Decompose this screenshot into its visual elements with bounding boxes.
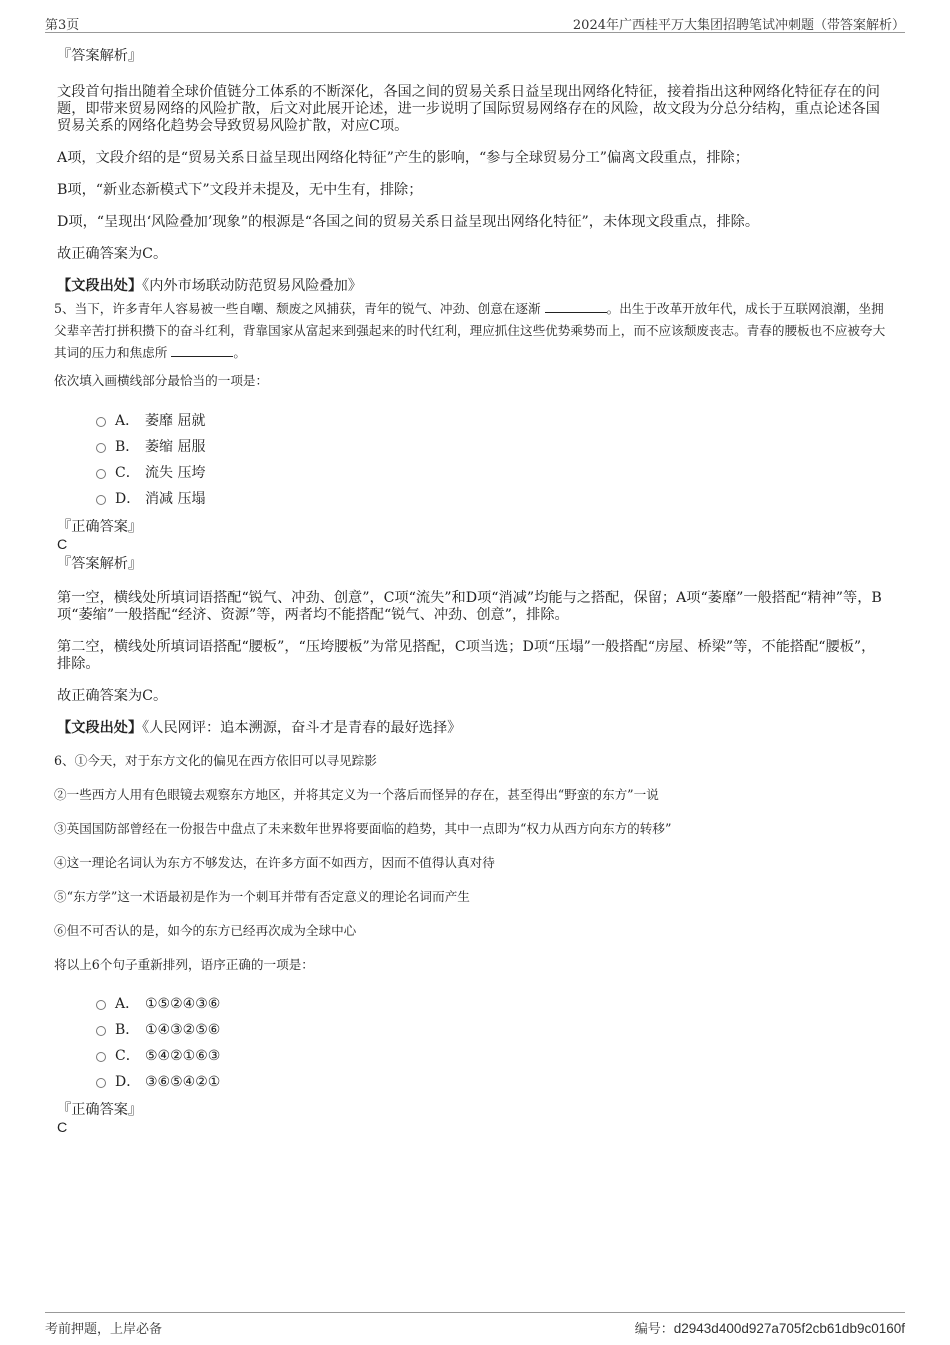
- q4-analysis-p4: D项，“呈现出‘风险叠加’现象”的根源是“各国之间的贸易关系日益呈现出网络化特征”，未体现文段重点，排除。: [57, 214, 760, 230]
- page-header: [45, 10, 905, 33]
- q5-prompt: 依次填入画横线部分最恰当的一项是：: [54, 373, 269, 388]
- option-text: 流失 压垮: [145, 465, 206, 481]
- option-label: A．: [115, 996, 140, 1012]
- q6-sentences: [54, 750, 887, 976]
- radio-icon[interactable]: [96, 1052, 106, 1062]
- option-label: C．: [115, 1048, 140, 1064]
- q6-option-d[interactable]: [57, 1069, 887, 1095]
- option-text: 萎靡 屈就: [145, 413, 206, 429]
- radio-icon[interactable]: [96, 1000, 106, 1010]
- page-footer: [45, 1312, 905, 1337]
- q6-option-a[interactable]: [57, 991, 887, 1017]
- option-label: B．: [115, 1022, 140, 1038]
- q5-stem-part2: 。出生于改革开放年代，成长于互联网浪潮，坐拥父辈辛苦打拼积攒下的奋斗红利，背靠国家从富起来到强起来的时代红利，理应抓住这些优势乘势而上，而不应该颓废丧志。青春的腰板也不应被夸大其词的压力和焦虑所: [54, 301, 886, 360]
- q5-source-text: 《人民网评：追本溯源，奋斗才是青春的最好选择》: [142, 720, 462, 736]
- footer-code-label: 编号：: [634, 1322, 674, 1337]
- radio-icon[interactable]: [96, 495, 106, 505]
- q5-stem: [54, 298, 887, 364]
- footer-code: [635, 1318, 905, 1337]
- q5-option-b[interactable]: [57, 434, 887, 460]
- footer-code-value: d2943d400d927a705f2cb61db9c0160f: [673, 1321, 905, 1336]
- option-text: ①④③②⑤⑥: [145, 1022, 221, 1038]
- q4-analysis-p2: A项，文段介绍的是“贸易关系日益呈现出网络化特征”产生的影响，“参与全球贸易分工”偏离文段重点，排除；: [57, 150, 749, 166]
- footer-slogan: 考前押题，上岸必备: [45, 1322, 163, 1337]
- q6-sentence-2: ②一些西方人用有色眼镜去观察东方地区，并将其定义为一个落后而怪异的存在，甚至得出“野蛮的东方”一说: [54, 787, 659, 802]
- radio-icon[interactable]: [96, 1078, 106, 1088]
- option-text: 消减 压塌: [145, 491, 206, 507]
- q5-stem-part3: 。: [233, 345, 246, 360]
- q6-sentence-1: 6、①今天，对于东方文化的偏见在西方依旧可以寻见踪影: [54, 753, 377, 768]
- q6-option-b[interactable]: [57, 1017, 887, 1043]
- document-title: 2024年广西桂平万大集团招聘笔试冲刺题（带答案解析）: [572, 18, 905, 33]
- q5-analysis-p1: 第一空，横线处所填词语搭配“锐气、冲劲、创意”，C项“流失”和D项“消减”均能与之搭配，保留；A项“萎靡”一般搭配“精神”等，B项“萎缩”一般搭配“经济、资源”等，两者均不能搭配“锐气、冲劲、创意”，排除。: [57, 590, 882, 623]
- q6-sentence-5: ⑤“东方学”这一术语最初是作为一个刺耳并带有否定意义的理论名词而产生: [54, 889, 470, 904]
- q5-option-c[interactable]: [57, 460, 887, 486]
- q5-source-label: 【文段出处】: [57, 720, 143, 736]
- q5-stem-part1: 5、当下，许多青年人容易被一些自嘲、颓废之风捕获，青年的锐气、冲劲、创意在逐渐: [54, 301, 541, 316]
- q4-analysis-p5: 故正确答案为C。: [57, 246, 168, 262]
- q5-option-a[interactable]: [57, 408, 887, 434]
- q5-blank-1: [545, 299, 607, 313]
- q5-answer: C: [57, 537, 68, 553]
- option-label: D．: [115, 1074, 141, 1090]
- option-text: ①⑤②④③⑥: [145, 996, 221, 1012]
- q6-options: [57, 991, 887, 1095]
- q6-sentence-3: ③英国国防部曾经在一份报告中盘点了未来数年世界将要面临的趋势，其中一点即为“权力从西方向东方的转移”: [54, 821, 672, 836]
- q6-prompt: 将以上6个句子重新排列，语序正确的一项是：: [54, 957, 314, 972]
- q4-source: [57, 278, 887, 295]
- option-label: C．: [115, 465, 140, 481]
- q6-answer: C: [57, 1120, 68, 1136]
- q6-answer-label: 『正确答案』: [57, 1102, 143, 1118]
- q4-analysis-label: 『答案解析』: [57, 48, 143, 64]
- q4-source-text: 《内外市场联动防范贸易风险叠加》: [142, 278, 363, 294]
- q5-analysis-p3: 故正确答案为C。: [57, 688, 168, 704]
- radio-icon[interactable]: [96, 1026, 106, 1036]
- option-text: 萎缩 屈服: [145, 439, 206, 455]
- q6-sentence-6: ⑥但不可否认的是，如今的东方已经再次成为全球中心: [54, 923, 357, 938]
- q5-blank-2: [171, 343, 233, 357]
- q5-option-d[interactable]: [57, 486, 887, 512]
- q4-analysis-p1: 文段首句指出随着全球价值链分工体系的不断深化，各国之间的贸易关系日益呈现出网络化特征，接着指出这种网络化特征存在的问题，即带来贸易网络的风险扩散，后文对此展开论述，进一步说明了国际贸易网络存在的风险，故文段为分总分结构，重点论述各国贸易关系的网络化趋势会导致贸易风险扩散，对应C项。: [57, 84, 880, 134]
- q5-source: [57, 720, 887, 737]
- radio-icon[interactable]: [96, 469, 106, 479]
- q5-options: [57, 408, 887, 512]
- option-text: ⑤④②①⑥③: [145, 1048, 221, 1064]
- q4-analysis-p3: B项，“新业态新模式下”文段并未提及，无中生有，排除；: [57, 182, 423, 198]
- page-number: 第3页: [45, 18, 80, 33]
- radio-icon[interactable]: [96, 443, 106, 453]
- option-label: B．: [115, 439, 140, 455]
- page-content: [54, 46, 887, 1137]
- q6-option-c[interactable]: [57, 1043, 887, 1069]
- q6-sentence-4: ④这一理论名词认为东方不够发达，在许多方面不如西方，因而不值得认真对待: [54, 855, 495, 870]
- option-label: D．: [115, 491, 141, 507]
- q5-answer-label: 『正确答案』: [57, 519, 143, 535]
- q5-analysis-label: 『答案解析』: [57, 556, 143, 572]
- option-label: A．: [115, 413, 140, 429]
- q4-source-label: 【文段出处】: [57, 278, 143, 294]
- option-text: ③⑥⑤④②①: [145, 1074, 221, 1090]
- q5-analysis-p2: 第二空，横线处所填词语搭配“腰板”，“压垮腰板”为常见搭配，C项当选；D项“压塌”一般搭配“房屋、桥梁”等，不能搭配“腰板”，排除。: [57, 639, 876, 672]
- radio-icon[interactable]: [96, 417, 106, 427]
